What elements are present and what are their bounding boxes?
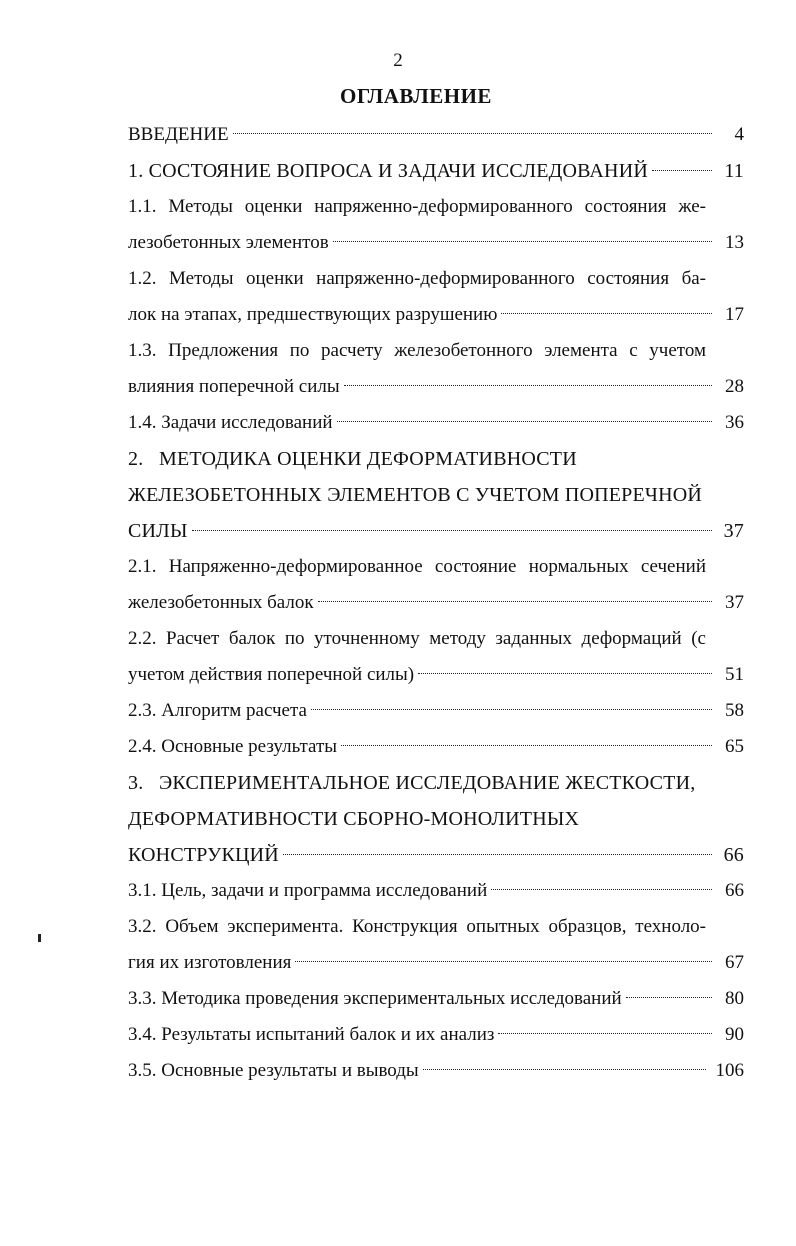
toc-entry-1-2-line-2 xyxy=(128,297,744,333)
toc-entry-2-1-line-1 xyxy=(128,549,744,585)
toc-page-number: 90 xyxy=(725,1024,744,1045)
toc-page-number: 11 xyxy=(724,160,744,182)
toc-entry-3-2-line-2 xyxy=(128,945,744,981)
toc-leader-dots xyxy=(423,1069,706,1070)
toc-leader-dots xyxy=(333,241,712,242)
toc-leader-dots xyxy=(283,854,712,855)
toc-page-number: 80 xyxy=(725,988,744,1009)
toc-entry-chapter-2-line-3 xyxy=(128,513,744,549)
toc-leader-dots xyxy=(626,997,712,998)
toc-entry-2-2-line-2 xyxy=(128,657,744,693)
toc-leader-dots xyxy=(233,133,712,134)
toc-entry-chapter-2-line-1 xyxy=(128,441,744,477)
toc-entry-text: ВВЕДЕНИЕ xyxy=(128,124,229,145)
toc-entry-1-1-line-2 xyxy=(128,225,744,261)
toc-entry-text: учетом действия поперечной силы) xyxy=(128,664,415,685)
toc-page-number: 51 xyxy=(725,664,744,685)
toc-page-number: 28 xyxy=(725,376,744,397)
toc-leader-dots xyxy=(295,961,712,962)
toc-entry-2-1-line-2 xyxy=(128,585,744,621)
toc-entry-2-2-line-1 xyxy=(128,621,744,657)
toc-leader-dots xyxy=(192,530,712,531)
toc-entry-text: 3.4. Результаты испытаний балок и их анализ xyxy=(128,1024,495,1045)
toc-entry-text: 3. ЭКСПЕРИМЕНТАЛЬНОЕ ИССЛЕДОВАНИЕ ЖЕСТКОСТИ, xyxy=(128,772,696,794)
toc-entry-2-3 xyxy=(128,693,744,729)
toc-entry-1-4 xyxy=(128,405,744,441)
page-title: ОГЛАВЛЕНИЕ xyxy=(340,84,492,108)
toc-entry-chapter-3-line-1 xyxy=(128,765,744,801)
toc-entry-chapter-1 xyxy=(128,153,744,189)
toc-entry-1-3-line-2 xyxy=(128,369,744,405)
toc-entry-1-1-line-1 xyxy=(128,189,744,225)
toc-page-number: 66 xyxy=(723,844,744,866)
toc-entry-chapter-3-line-3 xyxy=(128,837,744,873)
toc-leader-dots xyxy=(418,673,712,674)
toc-entry-text: железобетонных балок xyxy=(128,592,314,613)
toc-entry-chapter-3-line-2 xyxy=(128,801,744,837)
table-of-contents xyxy=(128,117,744,1089)
toc-entry-3-1 xyxy=(128,873,744,909)
toc-entry-introduction xyxy=(128,117,744,153)
toc-entry-text: 2. МЕТОДИКА ОЦЕНКИ ДЕФОРМАТИВНОСТИ xyxy=(128,448,577,470)
toc-page-number: 17 xyxy=(725,304,744,325)
toc-entry-1-2-line-1 xyxy=(128,261,744,297)
toc-entry-text: 3.3. Методика проведения экспериментальных исследований xyxy=(128,988,622,1009)
toc-leader-dots xyxy=(341,745,712,746)
toc-entry-text: СИЛЫ xyxy=(128,520,188,542)
toc-entry-chapter-2-line-2 xyxy=(128,477,744,513)
toc-page-number: 67 xyxy=(725,952,744,973)
toc-entry-text: 2.3. Алгоритм расчета xyxy=(128,700,307,721)
toc-entry-text: ЖЕЛЕЗОБЕТОННЫХ ЭЛЕМЕНТОВ С УЧЕТОМ ПОПЕРЕЧНОЙ xyxy=(128,484,703,506)
toc-page-number: 36 xyxy=(725,412,744,433)
toc-page-number: 106 xyxy=(715,1060,744,1081)
toc-page-number: 65 xyxy=(725,736,744,757)
toc-leader-dots xyxy=(311,709,712,710)
toc-entry-text: 1.4. Задачи исследований xyxy=(128,412,333,433)
toc-entry-text: 1. СОСТОЯНИЕ ВОПРОСА И ЗАДАЧИ ИССЛЕДОВАНИЙ xyxy=(128,160,648,182)
toc-leader-dots xyxy=(498,1033,712,1034)
toc-entry-text: 2.2. Расчет балок по уточненному методу заданных деформаций (с xyxy=(128,628,706,649)
toc-entry-text: 1.3. Предложения по расчету железобетонного элемента с учетом xyxy=(128,340,706,361)
toc-entry-text: лок на этапах, предшествующих разрушению xyxy=(128,304,498,325)
toc-page-number: 58 xyxy=(725,700,744,721)
toc-entry-text: лезобетонных элементов xyxy=(128,232,329,253)
toc-entry-text: 3.2. Объем эксперимента. Конструкция опытных образцов, техноло- xyxy=(128,916,706,937)
toc-entry-3-3 xyxy=(128,981,744,1017)
toc-entry-2-4 xyxy=(128,729,744,765)
toc-page-number: 37 xyxy=(723,520,744,542)
toc-leader-dots xyxy=(318,601,712,602)
toc-leader-dots xyxy=(344,385,712,386)
toc-entry-text: 2.1. Напряженно-деформированное состояние нормальных сечений xyxy=(128,556,706,577)
toc-entry-3-2-line-1 xyxy=(128,909,744,945)
toc-page-number: 4 xyxy=(734,124,744,145)
scan-mark xyxy=(38,934,41,942)
toc-entry-text: ДЕФОРМАТИВНОСТИ СБОРНО-МОНОЛИТНЫХ xyxy=(128,808,580,830)
toc-entry-3-5 xyxy=(128,1053,744,1089)
toc-entry-text: гия их изготовления xyxy=(128,952,292,973)
toc-entry-text: 2.4. Основные результаты xyxy=(128,736,338,757)
toc-entry-text: КОНСТРУКЦИЙ xyxy=(128,844,279,866)
toc-entry-text: влияния поперечной силы xyxy=(128,376,340,397)
toc-leader-dots xyxy=(501,313,712,314)
toc-entry-text: 3.1. Цель, задачи и программа исследований xyxy=(128,880,488,901)
toc-entry-1-3-line-1 xyxy=(128,333,744,369)
toc-leader-dots xyxy=(491,889,712,890)
page-number: 2 xyxy=(393,50,403,71)
toc-entry-3-4 xyxy=(128,1017,744,1053)
toc-leader-dots xyxy=(652,170,712,171)
toc-page-number: 37 xyxy=(725,592,744,613)
toc-entry-text: 3.5. Основные результаты и выводы xyxy=(128,1060,419,1081)
toc-page-number: 13 xyxy=(725,232,744,253)
toc-leader-dots xyxy=(337,421,712,422)
toc-entry-text: 1.1. Методы оценки напряженно-деформированного состояния же- xyxy=(128,196,706,217)
toc-page-number: 66 xyxy=(725,880,744,901)
toc-entry-text: 1.2. Методы оценки напряженно-деформированного состояния ба- xyxy=(128,268,706,289)
